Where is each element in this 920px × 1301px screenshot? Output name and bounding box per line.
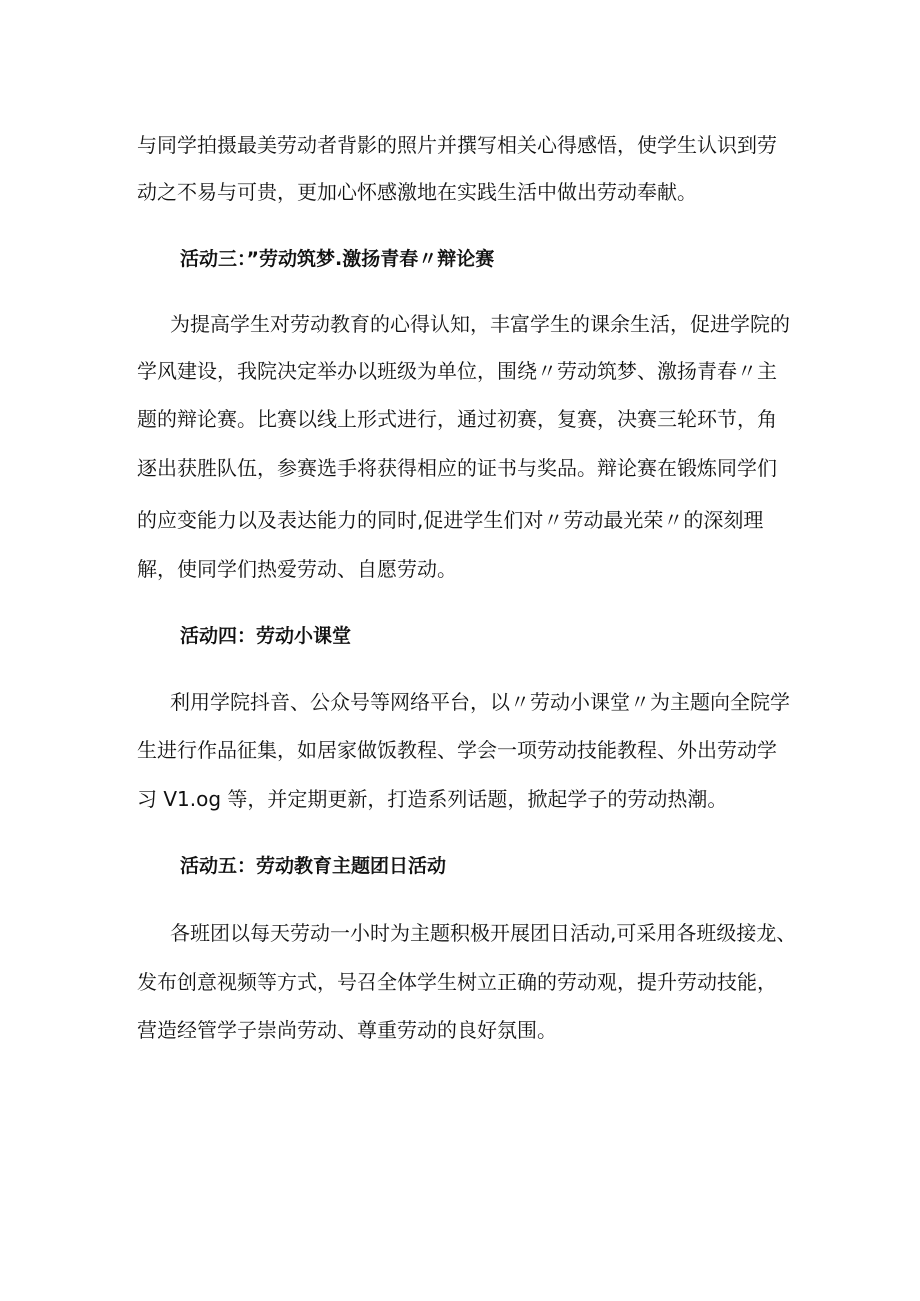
- activity4-line-1: 利用学院抖音、公众号等网络平台，以〃劳动小课堂〃为主题向全院学: [170, 690, 790, 714]
- activity3-line-2: 学风建设，我院决定举办以班级为单位，围绕〃劳动筑梦、激扬青春〃主: [137, 359, 777, 383]
- activity4-line-2: 生进行作品征集，如居家做饭教程、学会一项劳动技能教程、外出劳动学: [137, 738, 777, 762]
- activity5-line-3: 营造经管学子崇尚劳动、尊重劳动的良好氛围。: [137, 1018, 557, 1042]
- activity3-line-5: 的应变能力以及表达能力的同时,促进学生们对〃劳动最光荣〃的深刻理: [137, 508, 764, 532]
- activity5-heading: 活动五：劳动教育主题团日活动: [180, 855, 447, 877]
- activity3-heading: 活动三：”劳动筑梦.激扬青春〃辩论赛: [180, 248, 495, 270]
- activity3-line-6: 解，使同学们热爱劳动、自愿劳动。: [137, 557, 457, 581]
- activity4-line-3: 习 V1.og 等，并定期更新，打造系列话题，掀起学子的劳动热潮。: [137, 787, 728, 811]
- activity5-line-1: 各班团以每天劳动一小时为主题积极开展团日活动,可采用各班级接龙、: [170, 921, 797, 945]
- activity3-line-3: 题的辩论赛。比赛以线上形式进行，通过初赛，复赛，决赛三轮环节，角: [137, 407, 777, 431]
- intro-line-1: 与同学拍摄最美劳动者背影的照片并撰写相关心得感悟，使学生认识到劳: [137, 133, 777, 157]
- activity4-heading: 活动四：劳动小课堂: [180, 625, 352, 647]
- activity3-line-4: 逐出获胜队伍，参赛选手将获得相应的证书与奖品。辩论赛在锻炼同学们: [137, 456, 777, 480]
- intro-line-2: 动之不易与可贵，更加心怀感激地在实践生活中做出劳动奉献。: [137, 180, 697, 204]
- activity3-line-1: 为提高学生对劳动教育的心得认知，丰富学生的课余生活，促进学院的: [170, 312, 790, 336]
- activity5-line-2: 发布创意视频等方式，号召全体学生树立正确的劳动观，提升劳动技能，: [137, 970, 777, 994]
